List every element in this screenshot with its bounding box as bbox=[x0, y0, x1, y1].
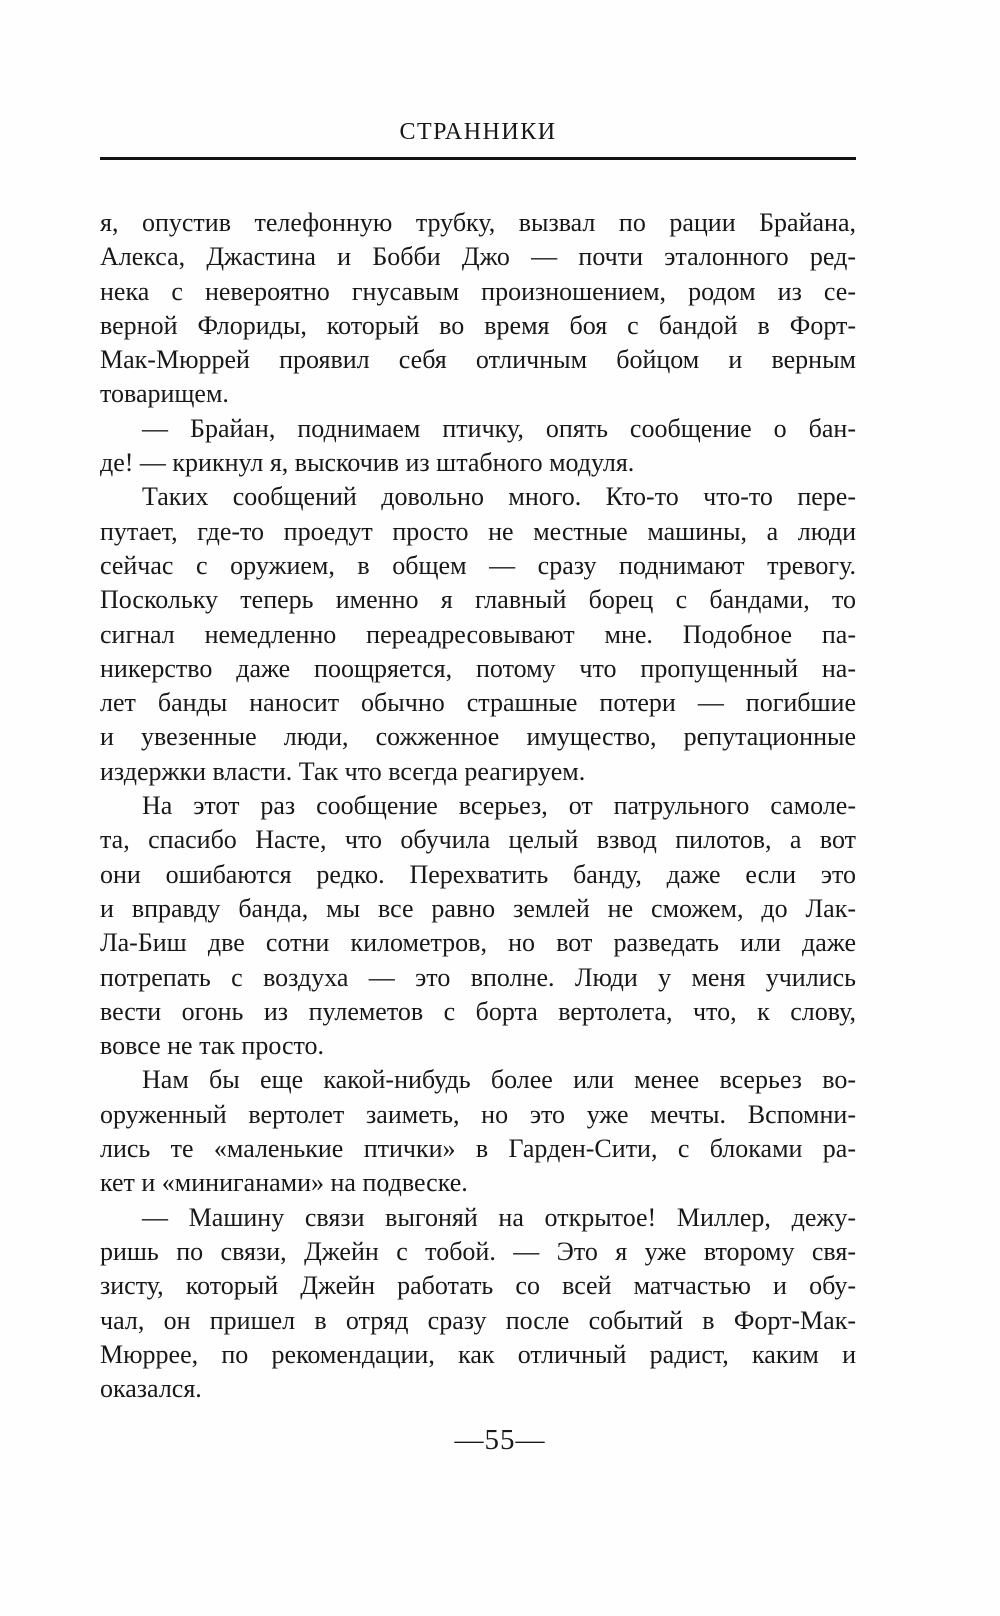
text-line: и вправду банда, мы все равно землей не сможем, до Лак- bbox=[100, 893, 856, 923]
text-line: — Машину связи выгоняй на открытое! Миллер, дежу- bbox=[142, 1202, 856, 1232]
text-line: та, спасибо Насте, что обучила целый взвод пилотов, а вот bbox=[100, 825, 856, 855]
text-line: путает, где-то проедут просто не местные машины, а люди bbox=[100, 516, 856, 546]
text-line: На этот раз сообщение всерьез, от патрульного самоле- bbox=[142, 791, 856, 821]
text-line: — Брайан, поднимаем птичку, опять сообщение о бан- bbox=[142, 413, 856, 443]
text-line: товарищем. bbox=[100, 379, 229, 409]
header-rule bbox=[100, 157, 856, 160]
text-line: лет банды наносит обычно страшные потери — погибшие bbox=[100, 688, 856, 718]
body-text bbox=[100, 206, 856, 1406]
text-line: и увезенные люди, сожженное имущество, репутационные bbox=[100, 722, 856, 752]
text-line: оруженный вертолет заиметь, но это уже мечты. Вспомни- bbox=[100, 1099, 856, 1129]
paragraph bbox=[100, 480, 856, 789]
text-line: вовсе не так просто. bbox=[100, 1031, 325, 1061]
text-line: Нам бы еще какой-нибудь более или менее всерьез во- bbox=[142, 1065, 856, 1095]
paragraph bbox=[100, 206, 856, 412]
paragraph bbox=[100, 789, 856, 1063]
text-line: Поскольку теперь именно я главный борец с бандами, то bbox=[100, 585, 856, 615]
text-line: издержки власти. Так что всегда реагируем. bbox=[100, 756, 586, 786]
text-line: оказался. bbox=[100, 1374, 202, 1404]
text-line: потрепать с воздуха — это вполне. Люди у меня учились bbox=[100, 962, 856, 992]
text-line: лись те «маленькие птички» в Гарден-Сити, с блоками ра- bbox=[100, 1134, 856, 1164]
text-line: зисту, который Джейн работать со всей матчастью и обу- bbox=[100, 1271, 856, 1301]
page-number: —55— bbox=[454, 1424, 546, 1456]
paragraph bbox=[100, 1201, 856, 1407]
text-line: Ла-Биш две сотни километров, но вот разведать или даже bbox=[100, 928, 856, 958]
text-line: Мюррее, по рекомендации, как отличный радист, каким и bbox=[100, 1339, 856, 1369]
text-line: никерство даже поощряется, потому что пропущенный на- bbox=[100, 653, 856, 683]
text-line: Таких сообщений довольно много. Кто-то что-то пере- bbox=[142, 482, 856, 512]
text-line: Мак-Мюррей проявил себя отличным бойцом и верным bbox=[100, 345, 856, 375]
text-line: вести огонь из пулеметов с борта вертолета, что, к слову, bbox=[100, 996, 856, 1026]
text-line: ришь по связи, Джейн с тобой. — Это я уже второму свя- bbox=[100, 1236, 856, 1266]
text-line: я, опустив телефонную трубку, вызвал по рации Брайана, bbox=[100, 208, 856, 237]
text-line: сейчас с оружием, в общем — сразу поднимают тревогу. bbox=[100, 550, 856, 580]
text-line: верной Флориды, который во время боя с бандой в Форт- bbox=[100, 310, 856, 340]
text-line: чал, он пришел в отряд сразу после событий в Форт-Мак- bbox=[100, 1305, 856, 1335]
text-line: кет и «миниганами» на подвеске. bbox=[100, 1168, 468, 1198]
text-line: нека с невероятно гнусавым произношением, родом из се- bbox=[100, 276, 856, 306]
text-line: де! — крикнул я, выскочив из штабного модуля. bbox=[100, 448, 635, 478]
running-head-title: СТРАННИКИ bbox=[399, 119, 557, 145]
text-line: Алекса, Джастина и Бобби Джо — почти эталонного ред- bbox=[100, 242, 856, 272]
text-line: они ошибаются редко. Перехватить банду, даже если это bbox=[100, 859, 856, 889]
paragraph bbox=[100, 412, 856, 481]
paragraph bbox=[100, 1063, 856, 1200]
text-line: сигнал немедленно переадресовывают мне. Подобное па- bbox=[100, 619, 856, 649]
